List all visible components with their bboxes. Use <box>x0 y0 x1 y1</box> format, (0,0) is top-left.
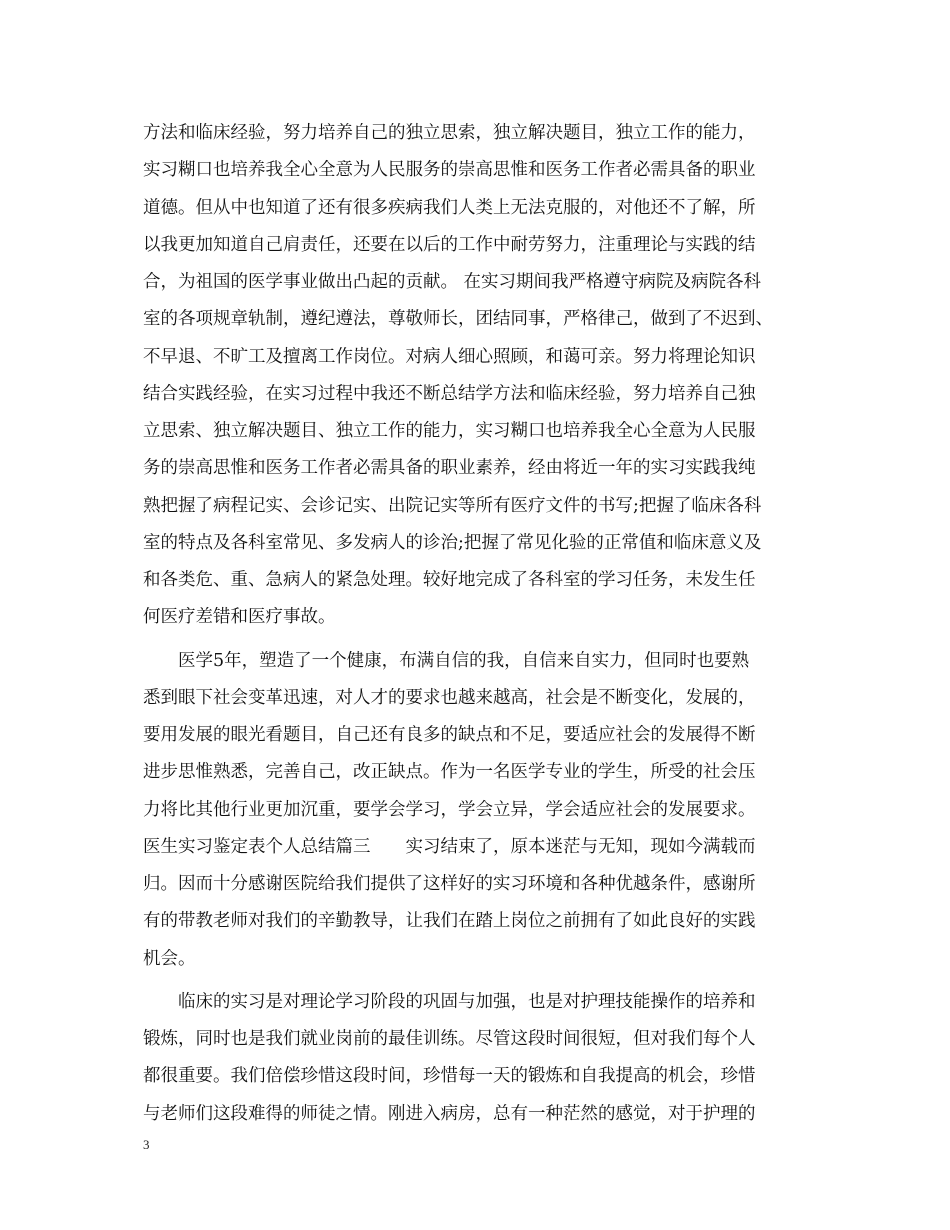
text-line: 与老师们这段难得的师徒之情。刚进入病房，总有一种茫然的感觉，对于护理的 <box>143 1103 756 1124</box>
text-line: 锻炼，同时也是我们就业岗前的最佳训练。尽管这段时间很短，但对我们每个人 <box>143 1029 756 1049</box>
text-line: 室的特点及各科室常见、多发病人的诊治;把握了常见化验的正常值和临床意义及 <box>143 532 762 553</box>
paragraph-1 <box>143 115 823 637</box>
text-line: 临床的实习是对理论学习阶段的巩固与加强，也是对护理技能操作的培养和 <box>143 991 756 1012</box>
text-line: 道德。但从中也知道了还有很多疾病我们人类上无法克服的，对他还不了解，所 <box>143 197 756 218</box>
text-line: 室的各项规章轨制，遵纪遵法，尊敬师长，团结同事，严格律己，做到了不迟到、 <box>143 309 773 330</box>
text-line: 以我更加知道自己肩责任，还要在以后的工作中耐劳努力，注重理论与实践的结 <box>143 234 756 255</box>
text-line: 归。因而十分感谢医院给我们提供了这样好的实习环境和各种优越条件，感谢所 <box>143 874 756 894</box>
text-line: 结合实践经验，在实习过程中我还不断总结学方法和临床经验，努力培养自己独 <box>143 383 756 404</box>
paragraph-3 <box>143 984 823 1133</box>
text-line: 要用发展的眼光看题目，自己还有良多的缺点和不足，要适应社会的发展得不断 <box>143 725 756 745</box>
text-line: 机会。 <box>143 948 196 969</box>
text-line: 医生实习鉴定表个人总结篇三 实习结束了，原本迷茫与无知，现如今满载而 <box>143 836 756 857</box>
text-line: 不早退、不旷工及擅离工作岗位。对病人细心照顾，和蔼可亲。努力将理论知识 <box>143 346 756 367</box>
document-body <box>143 115 823 1133</box>
text-line: 合，为祖国的医学事业做出凸起的贡献。 在实习期间我严格遵守病院及病院各科 <box>143 272 762 292</box>
text-line: 方法和临床经验，努力培养自己的独立思索，独立解决题目，独立工作的能力， <box>143 123 756 143</box>
paragraph-2 <box>143 643 823 978</box>
text-line: 进步思惟熟悉，完善自己，改正缺点。作为一名医学专业的学生，所受的社会压 <box>143 762 756 783</box>
text-line: 医学5年，塑造了一个健康，布满自信的我，自信来自实力，但同时也要熟 <box>143 650 750 671</box>
text-line: 立思索、独立解决题目、独立工作的能力，实习糊口也培养我全心全意为人民服 <box>143 421 756 441</box>
text-line: 力将比其他行业更加沉重，要学会学习，学会立异，学会适应社会的发展要求。 <box>143 799 756 820</box>
text-line: 实习糊口也培养我全心全意为人民服务的崇高思惟和医务工作者必需具备的职业 <box>143 160 756 181</box>
text-line: 务的崇高思惟和医务工作者必需具备的职业素养，经由将近一年的实习实践我纯 <box>143 458 756 479</box>
text-line: 何医疗差错和医疗事故。 <box>143 607 336 628</box>
text-line: 悉到眼下社会变革迅速，对人才的要求也越来越高，社会是不断变化，发展的， <box>143 687 756 708</box>
text-line: 有的带教老师对我们的辛勤教导，让我们在踏上岗位之前拥有了如此良好的实践 <box>143 911 756 932</box>
page-number: 3 <box>143 1137 150 1152</box>
text-line: 熟把握了病程记实、会诊记实、出院记实等所有医疗文件的书写;把握了临床各科 <box>143 495 762 516</box>
text-line: 和各类危、重、急病人的紧急处理。较好地完成了各科室的学习任务，未发生任 <box>143 570 756 590</box>
text-line: 都很重要。我们倍偿珍惜这段时间，珍惜每一天的锻炼和自我提高的机会，珍惜 <box>143 1066 756 1087</box>
